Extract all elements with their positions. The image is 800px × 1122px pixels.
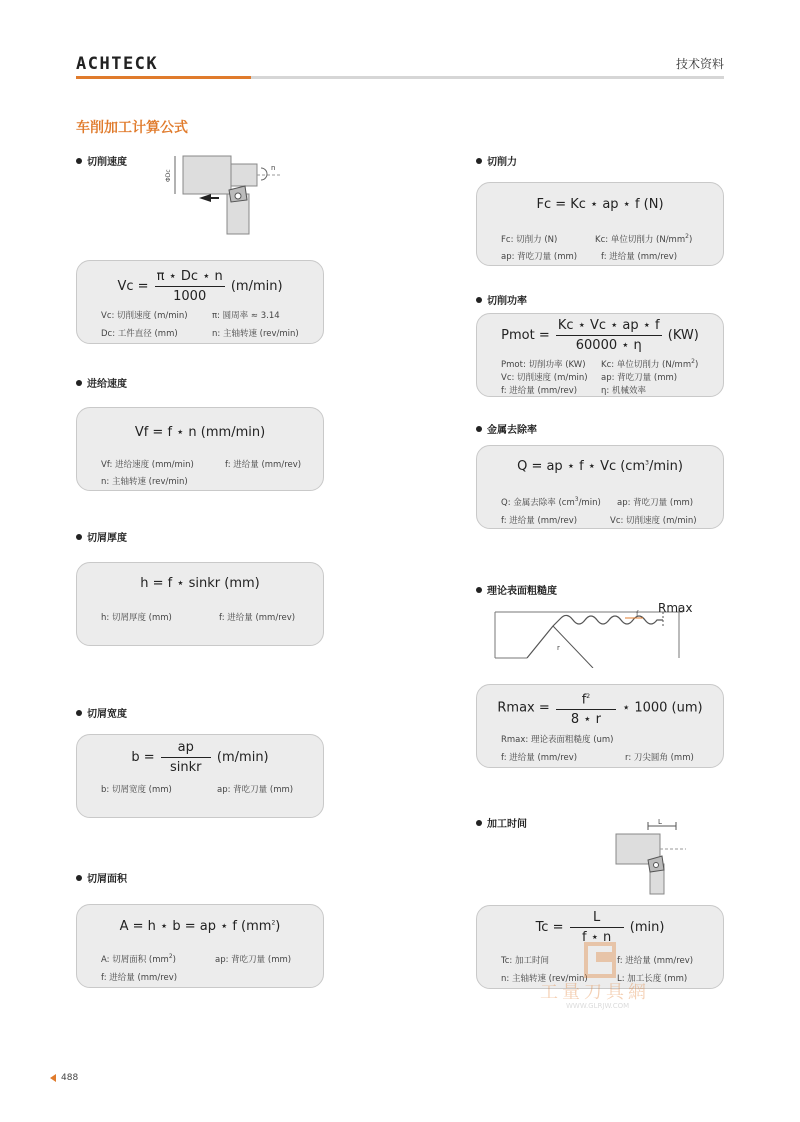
def-ap: ap: 背吃刀量 (mm) — [217, 785, 294, 795]
def-dc: Dc: 工件直径 (mm) — [101, 329, 178, 339]
heading-feed-speed — [76, 375, 127, 390]
formula-card-cutting-power — [476, 313, 724, 397]
machining-time-diagram — [610, 818, 690, 896]
bullet-icon — [76, 710, 82, 716]
bullet-icon — [476, 297, 482, 303]
formula-feed-speed: Vf = f ⋆ n (mm/min) — [134, 425, 266, 440]
header-rule — [251, 76, 724, 79]
heading-cutting-force — [476, 153, 517, 168]
def-f: f: 进给量 (mm/rev) — [101, 973, 178, 983]
heading-chip-area — [76, 870, 127, 885]
def-ap: ap: 背吃刀量 (mm) — [617, 498, 694, 508]
heading-metal-removal — [476, 421, 537, 436]
def-l: L: 加工长度 (mm) — [617, 974, 688, 984]
watermark-logo-icon — [582, 942, 622, 982]
r-label: r — [557, 644, 560, 652]
formula-card-chip-thickness — [76, 562, 324, 646]
def-vc: Vc: 切削速度 (m/min) — [101, 311, 188, 321]
formula-card-metal-removal — [476, 445, 724, 529]
heading-label: 金属去除率 — [487, 425, 537, 436]
formula-card-chip-width — [76, 734, 324, 818]
page-marker-icon — [50, 1074, 56, 1082]
heading-label: 切削力 — [487, 157, 517, 168]
heading-label: 理论表面粗糙度 — [487, 586, 557, 597]
rmax-label: Rmax — [658, 601, 693, 615]
def-n: n: 主轴转速 (rev/min) — [212, 329, 299, 339]
watermark — [538, 942, 698, 1012]
def-ap: ap: 背吃刀量 (mm) — [215, 955, 292, 965]
def-tc: Tc: 加工时间 — [501, 956, 549, 966]
diameter-label: ΦDc — [165, 169, 172, 182]
bullet-icon — [76, 875, 82, 881]
def-n: n: 主轴转速 (rev/min) — [501, 974, 588, 984]
bullet-icon — [476, 587, 482, 593]
n-label: n — [271, 164, 276, 172]
formula-card-cutting-force — [476, 182, 724, 266]
heading-roughness — [476, 582, 557, 597]
heading-chip-width — [76, 705, 127, 720]
def-vc: Vc: 切削速度 (m/min) — [501, 373, 588, 383]
heading-label: 加工时间 — [487, 819, 527, 830]
def-ap: ap: 背吃刀量 (mm) — [601, 373, 678, 383]
roughness-diagram — [493, 598, 698, 668]
formula-card-feed-speed — [76, 407, 324, 491]
f-label: f — [636, 610, 639, 618]
header-title: 技术资料 — [675, 57, 724, 71]
def-f: f: 进给量 (mm/rev) — [501, 386, 578, 396]
header-rule-accent — [76, 76, 251, 79]
heading-cutting-power — [476, 292, 527, 307]
page-footer — [50, 1073, 78, 1083]
def-kc: Kc: 单位切削力 $(N/mm^2)$ — [601, 358, 699, 370]
heading-chip-thickness — [76, 529, 127, 544]
watermark-url: WWW.GLRJW.COM — [566, 1002, 630, 1010]
def-fc: Fc: 切削力 (N) — [501, 235, 558, 245]
heading-label: 切屑面积 — [87, 874, 127, 885]
l-label: L — [658, 818, 662, 826]
heading-machining-time — [476, 815, 527, 830]
formula-cutting-power: Pmot = $\frac{Kc ⋆ Vc ⋆ ap ⋆ f}{60000 ⋆ \eta}$ (KW) — [501, 318, 699, 353]
def-q: Q: 金属去除率 $(cm^3/\min)$ — [501, 496, 601, 508]
def-f: f: 进给量 (mm/rev) — [617, 956, 694, 966]
turning-diagram — [165, 150, 285, 235]
bullet-icon — [476, 158, 482, 164]
def-f: f: 进给量 (mm/rev) — [225, 460, 302, 470]
def-b: b: 切屑宽度 (mm) — [101, 785, 172, 795]
heading-label: 切屑宽度 — [87, 709, 127, 720]
def-n: n: 主轴转速 (rev/min) — [101, 477, 188, 487]
formula-chip-area: A = h ⋆ b = ap ⋆ f $(mm^2)$ — [119, 919, 281, 934]
heading-label: 进给速度 — [87, 379, 127, 390]
heading-label: 切屑厚度 — [87, 533, 127, 544]
def-h: h: 切屑厚度 (mm) — [101, 613, 172, 623]
def-pi: π: 圆周率 ≈ 3.14 — [212, 311, 280, 321]
def-pmot: Pmot: 切削功率 (KW) — [501, 360, 586, 370]
def-vc: Vc: 切削速度 (m/min) — [610, 516, 697, 526]
def-rmax: Rmax: 理论表面粗糙度 (um) — [501, 735, 614, 745]
def-eta: η: 机械效率 — [601, 386, 646, 396]
def-f: f: 进给量 (mm/rev) — [219, 613, 296, 623]
def-f: f: 进给量 (mm/rev) — [501, 753, 578, 763]
formula-machining-time: Tc = $\frac{L}{f ⋆ n}$ (min) — [535, 910, 665, 945]
def-a: A: 切屑面积 $(mm^2)$ — [101, 953, 176, 965]
def-f: f: 进给量 (mm/rev) — [601, 252, 678, 262]
formula-roughness: Rmax = $\frac{f^2}{8 ⋆ r}$ ⋆ 1000 (um) — [477, 689, 723, 727]
page-number: 488 — [61, 1073, 79, 1083]
bullet-icon — [476, 426, 482, 432]
bullet-icon — [76, 158, 82, 164]
formula-chip-thickness: h = f ⋆ sinkr (mm) — [140, 576, 260, 591]
def-kc: Kc: 单位切削力 $(N/mm^2)$ — [595, 233, 693, 245]
bullet-icon — [76, 534, 82, 540]
def-f: f: 进给量 (mm/rev) — [501, 516, 578, 526]
formula-cutting-speed: Vc = $\frac{\pi ⋆ Dc ⋆ n}{1000}$ (m/min) — [117, 269, 283, 304]
def-vf: Vf: 进给速度 (mm/min) — [101, 460, 194, 470]
section-title: 车削加工计算公式 — [76, 120, 188, 136]
bullet-icon — [76, 380, 82, 386]
heading-label: 切削速度 — [87, 157, 127, 168]
formula-card-roughness — [476, 684, 724, 768]
brand-logo: ACHTECK — [76, 54, 159, 74]
formula-metal-removal: Q = ap ⋆ f ⋆ Vc $(cm^3/\min)$ — [517, 459, 683, 474]
formula-chip-width: b = $\frac{ap}{\text{sinkr}}$ (m/min) — [131, 740, 269, 775]
formula-card-chip-area — [76, 904, 324, 988]
bullet-icon — [476, 820, 482, 826]
watermark-text: 工量刀具網 — [540, 982, 650, 1003]
def-r: r: 刀尖圆角 (mm) — [625, 753, 694, 763]
def-ap: ap: 背吃刀量 (mm) — [501, 252, 578, 262]
formula-cutting-force: Fc = Kc ⋆ ap ⋆ f (N) — [536, 197, 664, 212]
formula-card-cutting-speed — [76, 260, 324, 344]
heading-cutting-speed — [76, 153, 127, 168]
heading-label: 切削功率 — [487, 296, 527, 307]
